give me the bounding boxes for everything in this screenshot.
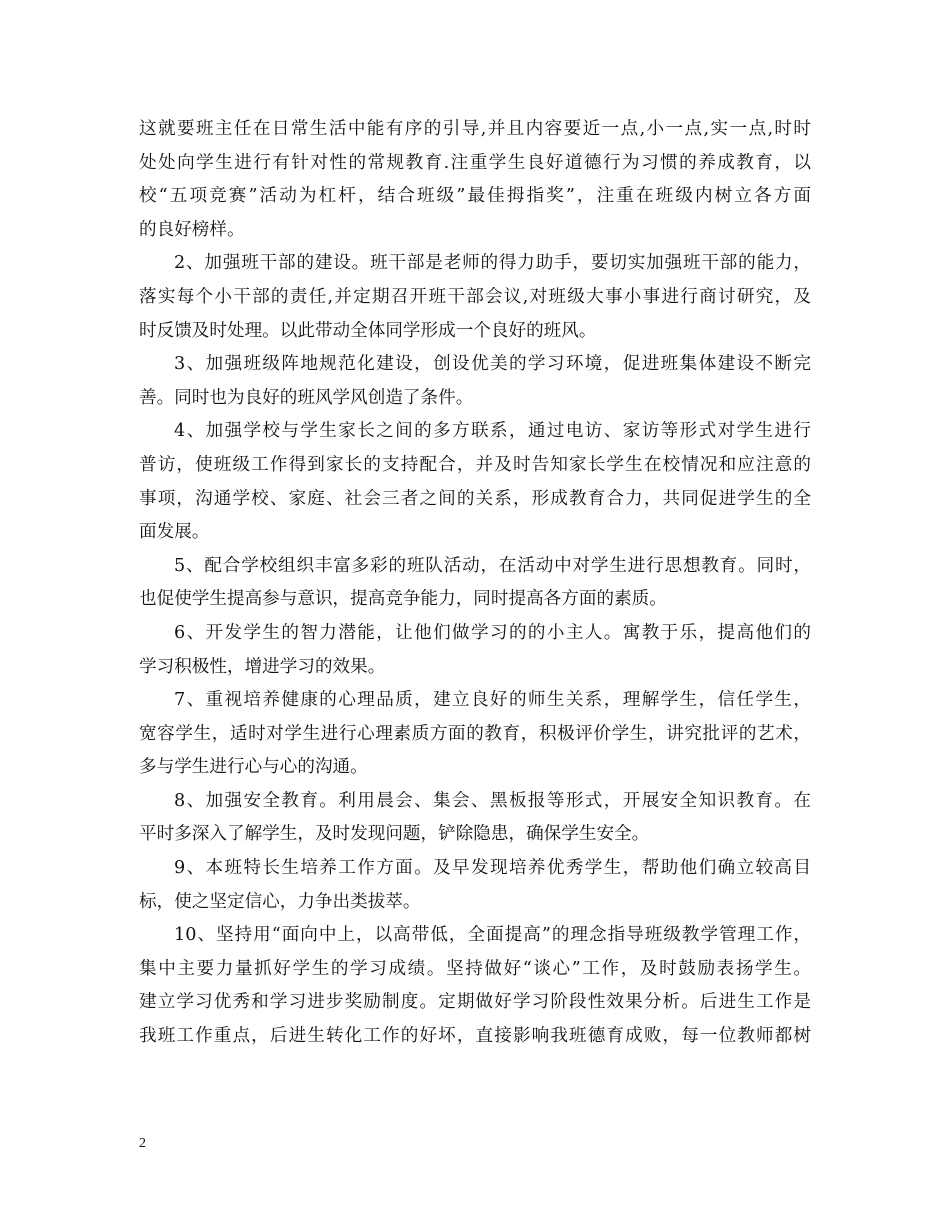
text-line: 8、加强安全教育。利用晨会、集会、黑板报等形式，开展安全知识教育。在 <box>174 790 811 811</box>
text-line: 平时多深入了解学生，及时发现问题，铲除隐患，确保学生安全。 <box>139 824 650 845</box>
text-line: 7、重视培养健康的心理品质，建立良好的师生关系，理解学生，信任学生， <box>174 690 811 711</box>
text-line: 我班工作重点，后进生转化工作的好坏，直接影响我班德育成败，每一位教师都树 <box>139 1026 811 1047</box>
text-line: 的良好榜样。 <box>139 219 245 240</box>
text-line: 学习积极性，增进学习的效果。 <box>139 656 386 677</box>
text-line: 事项，沟通学校、家庭、社会三者之间的关系，形成教育合力，共同促进学生的全 <box>139 488 811 509</box>
text-line: 这就要班主任在日常生活中能有序的引导,并且内容要近一点,小一点,实一点,时时 <box>139 119 811 139</box>
text-line: 善。同时也为良好的班风学风创造了条件。 <box>139 387 474 408</box>
text-line: 建立学习优秀和学习进步奖励制度。定期做好学习阶段性效果分析。后进生工作是 <box>139 992 811 1013</box>
text-line: 6、开发学生的智力潜能，让他们做学习的的小主人。寓教于乐，提高他们的 <box>174 622 811 643</box>
text-line: 10、坚持用“面向中上，以高带低，全面提高”的理念指导班级教学管理工作， <box>174 925 811 946</box>
text-line: 多与学生进行心与心的沟通。 <box>139 757 368 778</box>
text-line: 2、加强班干部的建设。班干部是老师的得力助手，要切实加强班干部的能力， <box>174 253 811 274</box>
text-line: 9、本班特长生培养工作方面。及早发现培养优秀学生，帮助他们确立较高目 <box>174 858 811 879</box>
body-text <box>139 113 811 1054</box>
page-number: 2 <box>139 1136 146 1151</box>
text-line: 校“五项竞赛”活动为杠杆，结合班级”最佳拇指奖”，注重在班级内树立各方面 <box>139 186 811 207</box>
text-line: 5、配合学校组织丰富多彩的班队活动，在活动中对学生进行思想教育。同时， <box>174 555 811 576</box>
text-line: 面发展。 <box>139 522 210 543</box>
text-line: 落实每个小干部的责任,并定期召开班干部会议,对班级大事小事进行商讨研究，及 <box>139 286 811 307</box>
text-line: 集中主要力量抓好学生的学习成绩。坚持做好“谈心”工作，及时鼓励表扬学生。 <box>139 958 811 979</box>
text-line: 宽容学生，适时对学生进行心理素质方面的教育，积极评价学生，讲究批评的艺术， <box>139 723 811 744</box>
text-line: 标，使之坚定信心，力争出类拔萃。 <box>139 891 421 912</box>
text-line: 也促使学生提高参与意识，提高竞争能力，同时提高各方面的素质。 <box>139 589 667 610</box>
text-line: 普访，使班级工作得到家长的支持配合，并及时告知家长学生在校情况和应注意的 <box>139 454 811 475</box>
text-line: 处处向学生进行有针对性的常规教育.注重学生良好道德行为习惯的养成教育，以 <box>139 152 811 173</box>
text-line: 时反馈及时处理。以此带动全体同学形成一个良好的班风。 <box>139 320 597 341</box>
text-line: 3、加强班级阵地规范化建设，创设优美的学习环境，促进班集体建设不断完 <box>174 354 811 375</box>
text-line: 4、加强学校与学生家长之间的多方联系，通过电访、家访等形式对学生进行 <box>174 421 811 442</box>
